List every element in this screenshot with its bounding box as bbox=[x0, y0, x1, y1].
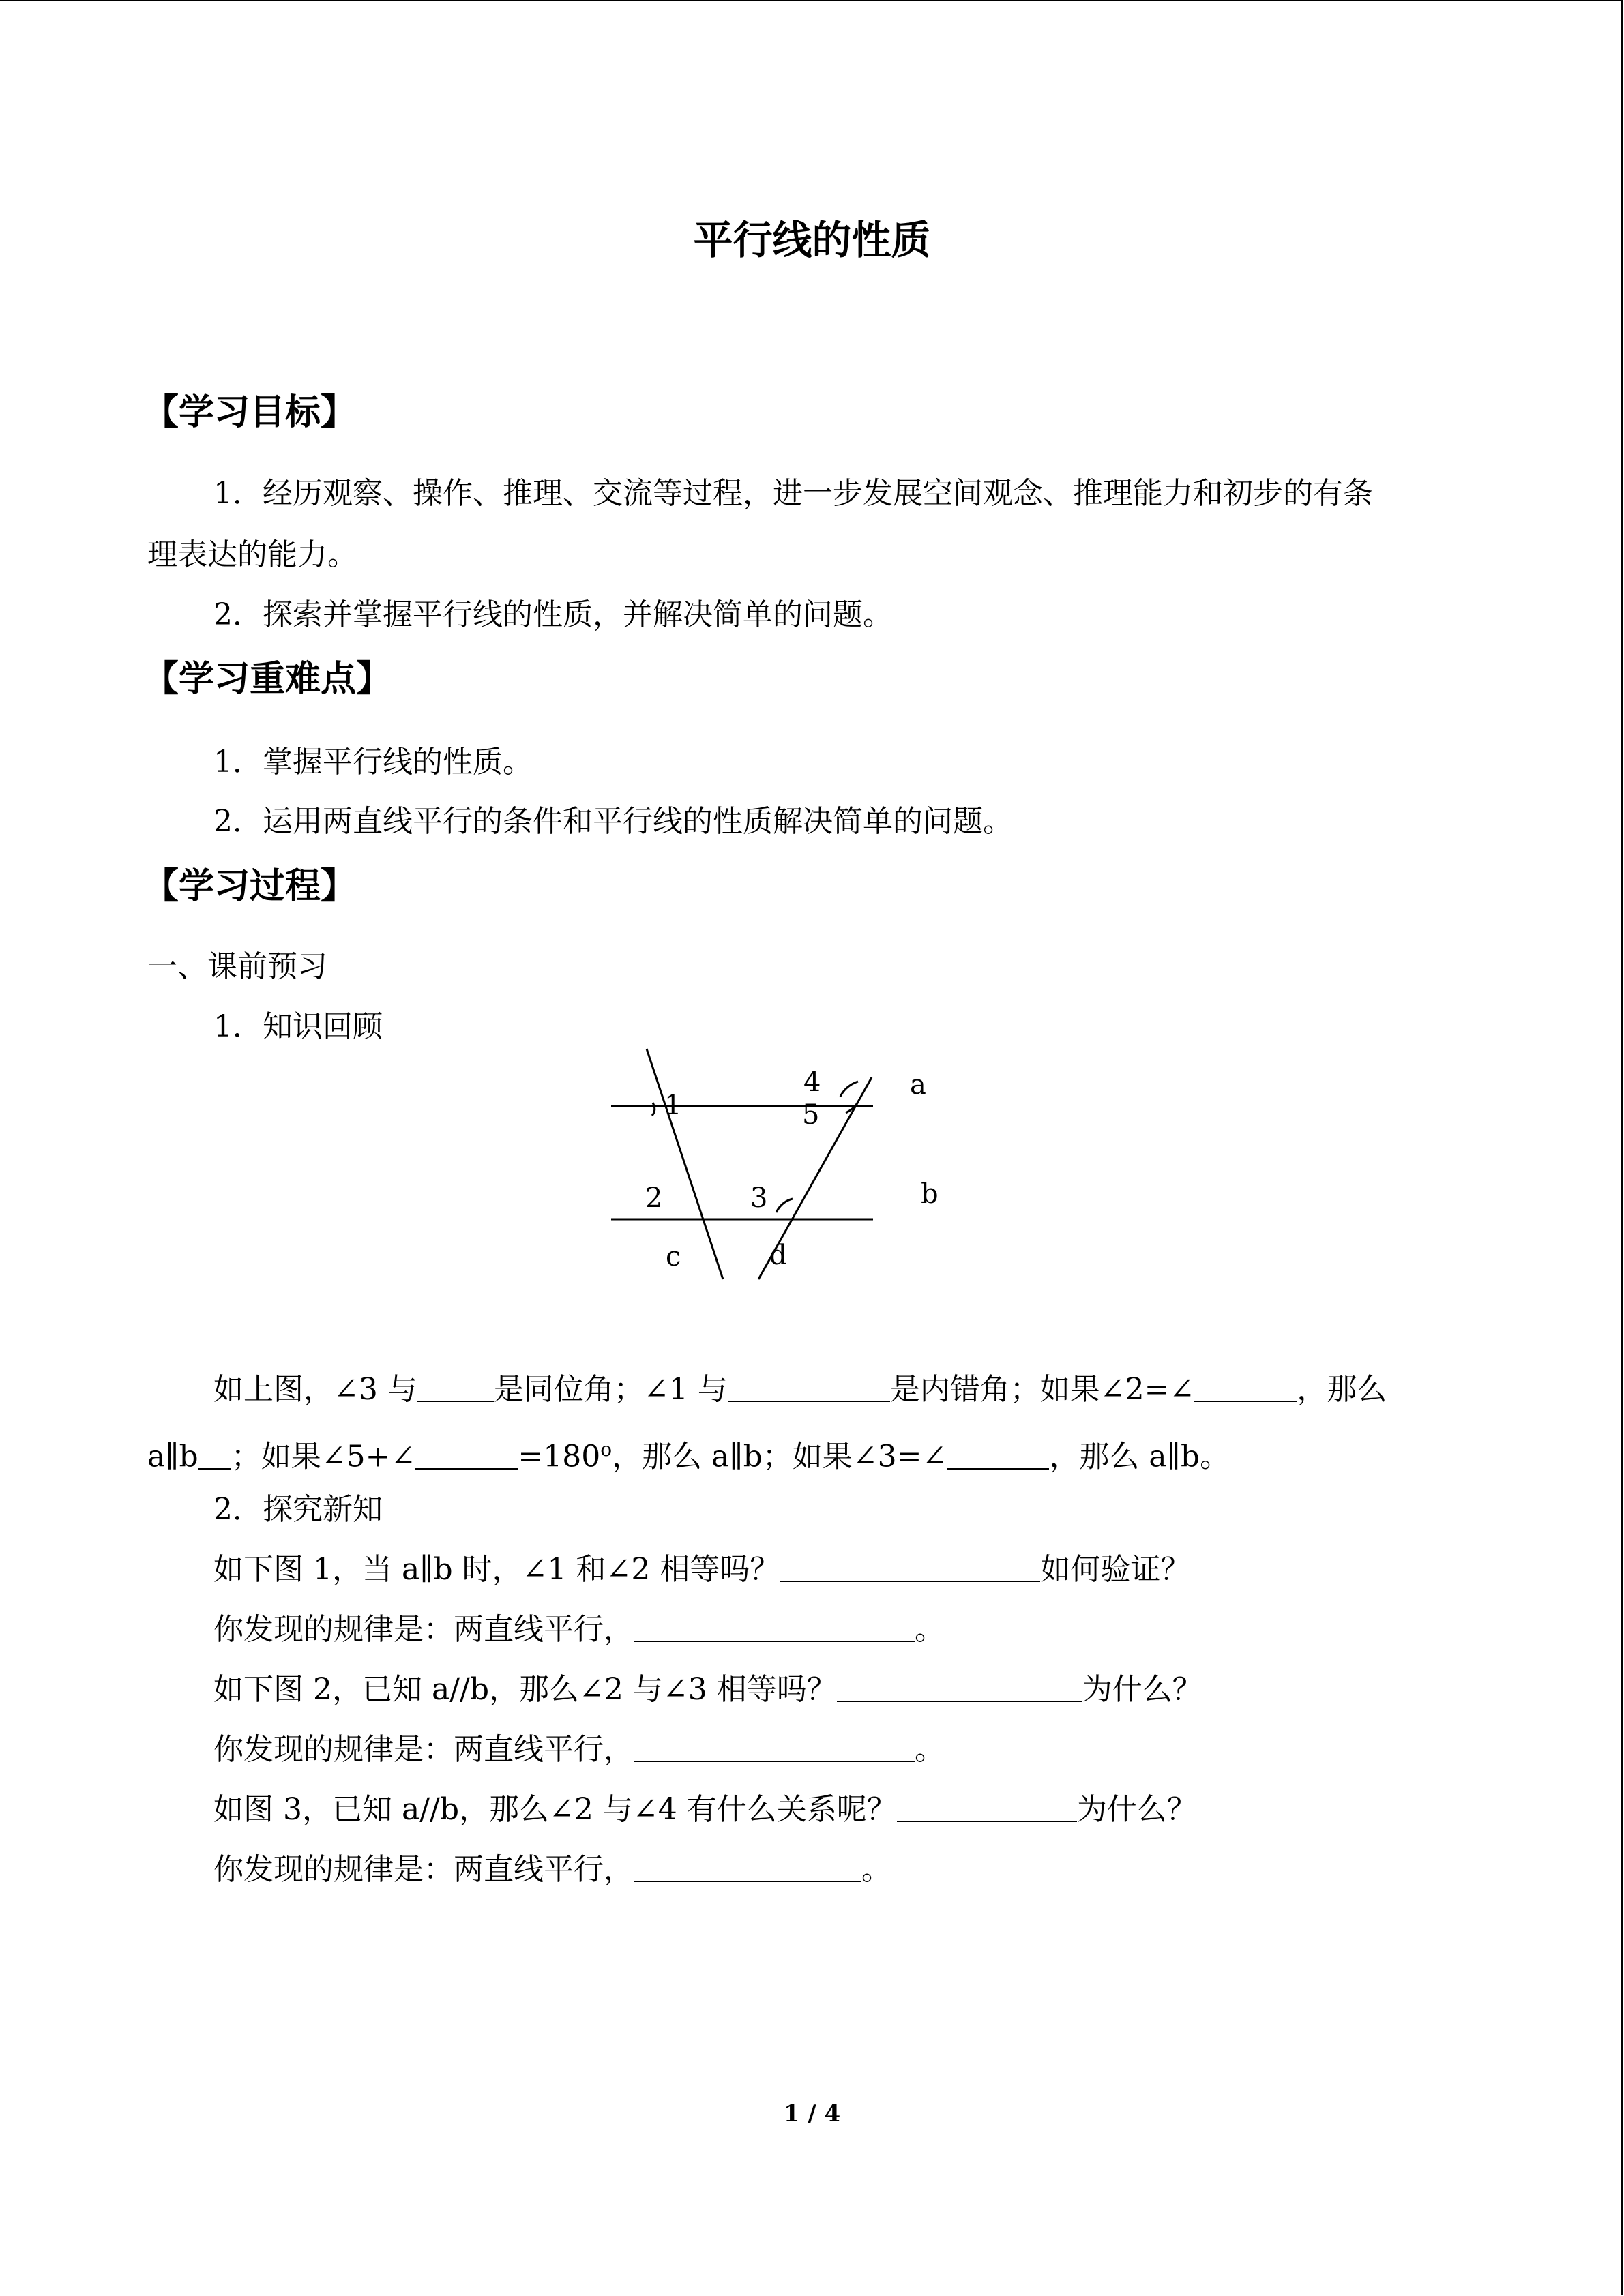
label-line-b: b bbox=[921, 1178, 939, 1210]
goals-heading: 【学习目标】 bbox=[143, 392, 357, 433]
label-angle-2: 2 bbox=[645, 1182, 663, 1214]
blank-alternate-angle[interactable] bbox=[728, 1373, 890, 1402]
review-question-line-1: 如上图，∠3 与 是同位角；∠1 与 是内错角；如果∠2=∠ ，那么 bbox=[213, 1372, 1387, 1407]
explore-title: 2．探究新知 bbox=[213, 1492, 383, 1527]
blank-explore-2[interactable] bbox=[837, 1673, 1082, 1702]
arc-angle-4 bbox=[840, 1082, 858, 1097]
goal-item-2: 2．探索并掌握平行线的性质，并解决简单的问题。 bbox=[213, 597, 893, 632]
label-line-a: a bbox=[910, 1069, 926, 1101]
label-angle-3: 3 bbox=[750, 1182, 768, 1214]
arc-angle-1 bbox=[652, 1103, 655, 1116]
page-title: 平行线的性质 bbox=[693, 217, 931, 263]
goal-item-1-line-2: 理表达的能力。 bbox=[147, 537, 357, 572]
key-points-heading: 【学习重难点】 bbox=[143, 659, 392, 700]
label-line-c: c bbox=[666, 1241, 681, 1272]
explore-question-1: 如下图 1，当 a∥b 时，∠1 和∠2 相等吗？ 如何验证？ bbox=[213, 1552, 1191, 1587]
key-point-2: 2．运用两直线平行的条件和平行线的性质解决简单的问题。 bbox=[213, 804, 1013, 839]
rule-line-2: 你发现的规律是：两直线平行， 。 bbox=[213, 1732, 945, 1767]
key-point-1: 1．掌握平行线的性质。 bbox=[213, 745, 533, 779]
blank-rule-1[interactable] bbox=[634, 1613, 915, 1642]
page-number: 1 / 4 bbox=[783, 2100, 841, 2128]
explore-question-3: 如图 3，已知 a//b，那么∠2 与∠4 有什么关系呢？ 为什么？ bbox=[213, 1792, 1197, 1827]
review-question-line-2: a∥b ；如果∠5+∠ $=180^o$，那么 a∥b；如果∠3=∠ ，那么 a∥b。 bbox=[147, 1438, 1230, 1474]
blank-corresponding-angle[interactable] bbox=[417, 1373, 494, 1402]
label-line-d: d bbox=[769, 1240, 787, 1271]
blank-angle-equal-2[interactable] bbox=[1194, 1373, 1297, 1402]
label-angle-5: 5 bbox=[802, 1099, 820, 1131]
line-c bbox=[647, 1049, 723, 1279]
blank-explore-3[interactable] bbox=[897, 1793, 1077, 1822]
rule-line-3: 你发现的规律是：两直线平行， 。 bbox=[213, 1852, 891, 1887]
blank-rule-2[interactable] bbox=[634, 1733, 915, 1762]
rule-line-1: 你发现的规律是：两直线平行， 。 bbox=[213, 1612, 945, 1647]
label-angle-1: 1 bbox=[664, 1090, 682, 1121]
preview-part-title: 一、课前预习 bbox=[147, 949, 327, 984]
blank-supplementary-angle[interactable] bbox=[415, 1441, 518, 1470]
process-heading: 【学习过程】 bbox=[143, 866, 357, 907]
goal-item-1-line-1: 1．经历观察、操作、推理、交流等过程，进一步发展空间观念、推理能力和初步的有条 bbox=[213, 476, 1373, 511]
explore-question-2: 如下图 2，已知 a//b，那么∠2 与∠3 相等吗？ 为什么？ bbox=[213, 1672, 1202, 1707]
label-angle-4: 4 bbox=[803, 1067, 821, 1098]
arc-angle-3 bbox=[776, 1199, 793, 1212]
blank-rule-3[interactable] bbox=[634, 1853, 861, 1882]
blank-ab[interactable] bbox=[198, 1441, 231, 1470]
blank-angle-equal-3[interactable] bbox=[947, 1441, 1049, 1470]
blank-explore-1[interactable] bbox=[780, 1553, 1040, 1582]
knowledge-review-title: 1．知识回顾 bbox=[213, 1009, 383, 1044]
parallel-lines-figure bbox=[587, 1037, 969, 1296]
